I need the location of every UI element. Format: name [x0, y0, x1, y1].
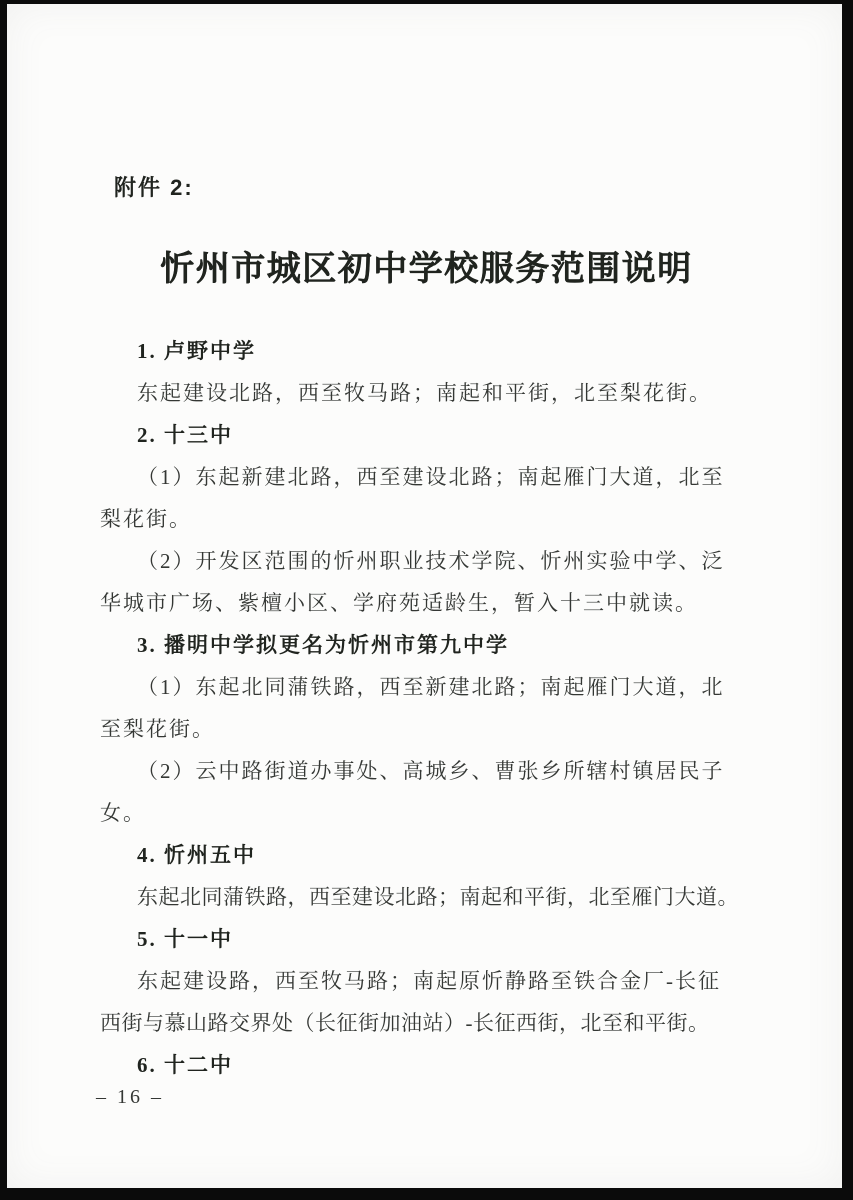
body-line: （1）东起北同蒲铁路，西至新建北路；南起雁门大道，北: [137, 675, 725, 699]
document-content: [100, 330, 748, 1086]
section-heading: 5. 十一中: [137, 927, 233, 951]
section-heading: 3. 播明中学拟更名为忻州市第九中学: [137, 633, 509, 657]
section-heading: 4. 忻州五中: [137, 843, 256, 867]
body-line: 女。: [100, 801, 146, 825]
section-heading: 6. 十二中: [137, 1053, 233, 1077]
section-heading: 1. 卢野中学: [137, 339, 256, 363]
body-line: 东起建设路，西至牧马路；南起原忻静路至铁合金厂-长征: [137, 969, 721, 993]
body-line: 华城市广场、紫檀小区、学府苑适龄生，暂入十三中就读。: [100, 591, 698, 615]
page-number: – 16 –: [96, 1086, 164, 1108]
attachment-label: 附件 2:: [114, 175, 194, 200]
body-line: （2）开发区范围的忻州职业技术学院、忻州实验中学、泛: [137, 549, 725, 573]
section-heading: 2. 十三中: [137, 423, 233, 447]
body-line: 至梨花街。: [100, 717, 215, 741]
document-title: 忻州市城区初中学校服务范围说明: [160, 251, 693, 288]
body-line: （1）东起新建北路，西至建设北路；南起雁门大道，北至: [137, 465, 725, 489]
body-line: 东起北同蒲铁路，西至建设北路；南起和平街，北至雁门大道。: [137, 885, 739, 909]
body-line: 东起建设北路，西至牧马路；南起和平街，北至梨花街。: [137, 381, 712, 405]
body-line: （2）云中路街道办事处、高城乡、曹张乡所辖村镇居民子: [137, 759, 725, 783]
body-line: 梨花街。: [100, 507, 192, 531]
body-line: 西街与慕山路交界处（长征街加油站）-长征西街，北至和平街。: [100, 1011, 710, 1035]
